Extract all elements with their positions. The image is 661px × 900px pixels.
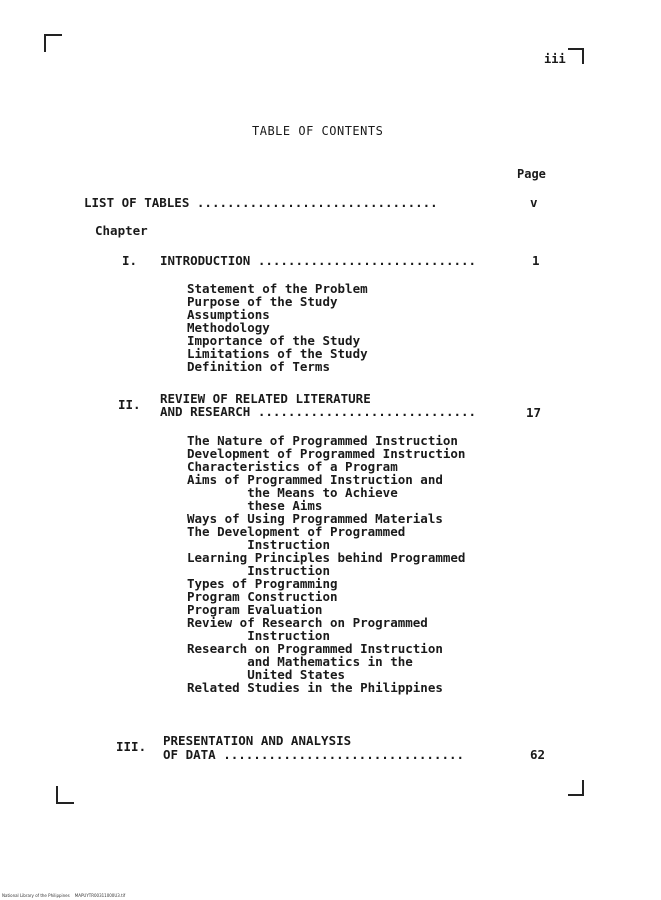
subsection-entry: Types of Programming [187, 576, 338, 591]
scan-footer: National Library of the Philippines MAPUYTR00311000U3.tif [2, 893, 126, 898]
chapter-numeral: III. [116, 739, 147, 754]
subsection-entry: the Means to Achieve [187, 485, 398, 500]
subsection-entry: Characteristics of a Program [187, 459, 398, 474]
subsection-entry: these Aims [187, 498, 323, 513]
subsection-entry: United States [187, 667, 346, 682]
chapter-page: 62 [530, 747, 546, 762]
crop-mark-top-left [44, 34, 62, 52]
subsection-entry: The Nature of Programmed Instruction [187, 433, 458, 448]
crop-mark-bottom-right [568, 780, 584, 796]
page-number: iii [544, 52, 566, 66]
crop-mark-bottom-left [56, 786, 74, 804]
subsection-entry: and Mathematics in the [187, 654, 413, 669]
chapter-title-continued: AND RESEARCH ............................. [160, 404, 477, 419]
subsection-entry: Development of Programmed Instruction [187, 446, 466, 461]
chapter-title: REVIEW OF RELATED LITERATURE [160, 391, 371, 406]
subsection-entry: Purpose of the Study [187, 294, 338, 309]
subsection-entry: Statement of the Problem [187, 281, 368, 296]
page-title: TABLE OF CONTENTS [252, 124, 384, 138]
chapter-title: INTRODUCTION ............................. [160, 253, 477, 268]
subsection-entry: Aims of Programmed Instruction and [187, 472, 443, 487]
subsection-entry: Program Construction [187, 589, 338, 604]
page-column-header: Page [517, 167, 546, 181]
chapter-page: 1 [532, 253, 540, 268]
subsection-entry: Learning Principles behind Programmed [187, 550, 466, 565]
subsection-entry: Instruction [187, 628, 330, 643]
subsection-entry: Instruction [187, 563, 330, 578]
list-of-tables-page: v [530, 195, 538, 210]
subsection-entry: Program Evaluation [187, 602, 323, 617]
chapter-heading: Chapter [95, 223, 148, 238]
subsection-entry: Methodology [187, 320, 270, 335]
subsection-entry: Instruction [187, 537, 330, 552]
subsection-entry: Ways of Using Programmed Materials [187, 511, 443, 526]
subsection-entry: Research on Programmed Instruction [187, 641, 443, 656]
subsection-entry: Importance of the Study [187, 333, 361, 348]
crop-mark-top-right [568, 48, 584, 64]
subsection-entry: Related Studies in the Philippines [187, 680, 443, 695]
chapter-title: PRESENTATION AND ANALYSIS [163, 733, 352, 748]
subsection-entry: Assumptions [187, 307, 270, 322]
chapter-numeral: II. [118, 397, 141, 412]
subsection-entry: Definition of Terms [187, 359, 330, 374]
subsection-entry: The Development of Programmed [187, 524, 406, 539]
subsection-entry: Review of Research on Programmed [187, 615, 428, 630]
subsection-entry: Limitations of the Study [187, 346, 368, 361]
list-of-tables-label: LIST OF TABLES ................................ [84, 195, 438, 210]
chapter-numeral: I. [122, 253, 138, 268]
chapter-page: 17 [526, 405, 542, 420]
chapter-title-continued: OF DATA ................................ [163, 747, 465, 762]
